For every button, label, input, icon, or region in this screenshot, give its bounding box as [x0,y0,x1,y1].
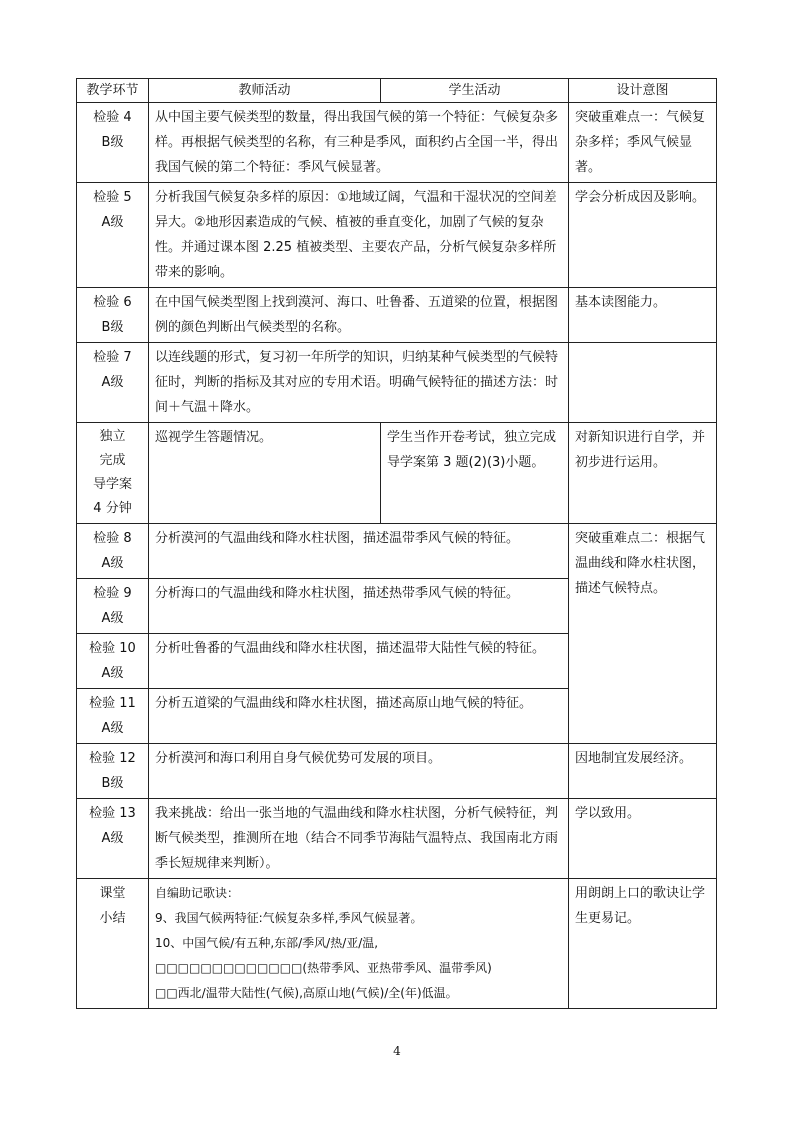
page-number: 4 [393,1044,401,1058]
segment-cell: 检验 11 A级 [77,689,149,744]
table-header-row [77,79,717,103]
segment-cell: 课堂 小结 [77,879,149,1009]
design-intent-cell [569,343,717,423]
table-row [77,343,717,423]
table-row [77,183,717,288]
segment-cell: 独立 完成 导学案 4 分钟 [77,423,149,524]
teacher-activity-cell: 我来挑战：给出一张当地的气温曲线和降水柱状图，分析气候特征，判断气候类型，推测所在地（结合不同季节海陆气温特点、我国南北方雨季长短规律来判断）。 [149,799,569,879]
teacher-activity-cell: 分析海口的气温曲线和降水柱状图，描述热带季风气候的特征。 [149,579,569,634]
design-intent-cell: 突破重难点二：根据气温曲线和降水柱状图，描述气候特点。 [569,524,717,744]
teacher-activity-cell: 分析我国气候复杂多样的原因：①地域辽阔，气温和干湿状况的空间差异大。②地形因素造成的气候、植被的垂直变化，加剧了气候的复杂性。并通过课本图 2.25 植被类型、主要农产品，分析气候复杂多样所带来的影响。 [149,183,569,288]
student-activity-cell: 学生当作开卷考试，独立完成导学案第 3 题(2)(3)小题。 [381,423,569,524]
teacher-activity-cell: 巡视学生答题情况。 [149,423,381,524]
table-row [77,879,717,1009]
segment-cell: 检验 9 A级 [77,579,149,634]
table-row [77,423,717,524]
segment-cell: 检验 12 B级 [77,744,149,799]
table-row [77,103,717,183]
teacher-activity-cell: 分析吐鲁番的气温曲线和降水柱状图，描述温带大陆性气候的特征。 [149,634,569,689]
design-intent-cell: 学会分析成因及影响。 [569,183,717,288]
teacher-activity-cell: 以连线题的形式，复习初一年所学的知识，归纳某种气候类型的气候特征时，判断的指标及其对应的专用术语。明确气候特征的描述方法：时间＋气温＋降水。 [149,343,569,423]
design-intent-cell: 学以致用。 [569,799,717,879]
segment-cell: 检验 13 A级 [77,799,149,879]
table-row [77,524,717,579]
teacher-activity-cell: 在中国气候类型图上找到漠河、海口、吐鲁番、五道梁的位置，根据图例的颜色判断出气候类型的名称。 [149,288,569,343]
segment-cell: 检验 4 B级 [77,103,149,183]
table-row [77,744,717,799]
teacher-activity-cell: 分析漠河的气温曲线和降水柱状图，描述温带季风气候的特征。 [149,524,569,579]
design-intent-cell: 基本读图能力。 [569,288,717,343]
header-student-activity: 学生活动 [381,79,569,103]
header-teacher-activity: 教师活动 [149,79,381,103]
lesson-plan-table [76,78,717,1009]
segment-cell: 检验 10 A级 [77,634,149,689]
design-intent-cell: 突破重难点一：气候复杂多样；季风气候显著。 [569,103,717,183]
segment-cell: 检验 7 A级 [77,343,149,423]
summary-mnemonic-cell: 自编助记歌诀： 9、我国气候两特征:气候复杂多样,季风气候显著。 10、中国气候/有五种,东部/季风/热/亚/温, □□□□□□□□□□□□□(热带季风、亚热带季风、温带季风) □□西北/温带大陆性(气候),高原山地(气候)/全(年)低温。 [149,879,569,1009]
segment-cell: 检验 6 B级 [77,288,149,343]
table-row [77,799,717,879]
design-intent-cell: 对新知识进行自学，并初步进行运用。 [569,423,717,524]
header-design-intent: 设计意图 [569,79,717,103]
design-intent-cell: 用朗朗上口的歌诀让学生更易记。 [569,879,717,1009]
teacher-activity-cell: 从中国主要气候类型的数量，得出我国气候的第一个特征：气候复杂多样。再根据气候类型的名称，有三种是季风，面积约占全国一半，得出我国气候的第二个特征：季风气候显著。 [149,103,569,183]
design-intent-cell: 因地制宜发展经济。 [569,744,717,799]
segment-cell: 检验 5 A级 [77,183,149,288]
teacher-activity-cell: 分析五道梁的气温曲线和降水柱状图，描述高原山地气候的特征。 [149,689,569,744]
segment-cell: 检验 8 A级 [77,524,149,579]
teacher-activity-cell: 分析漠河和海口利用自身气候优势可发展的项目。 [149,744,569,799]
table-row [77,288,717,343]
header-segment: 教学环节 [77,79,149,103]
